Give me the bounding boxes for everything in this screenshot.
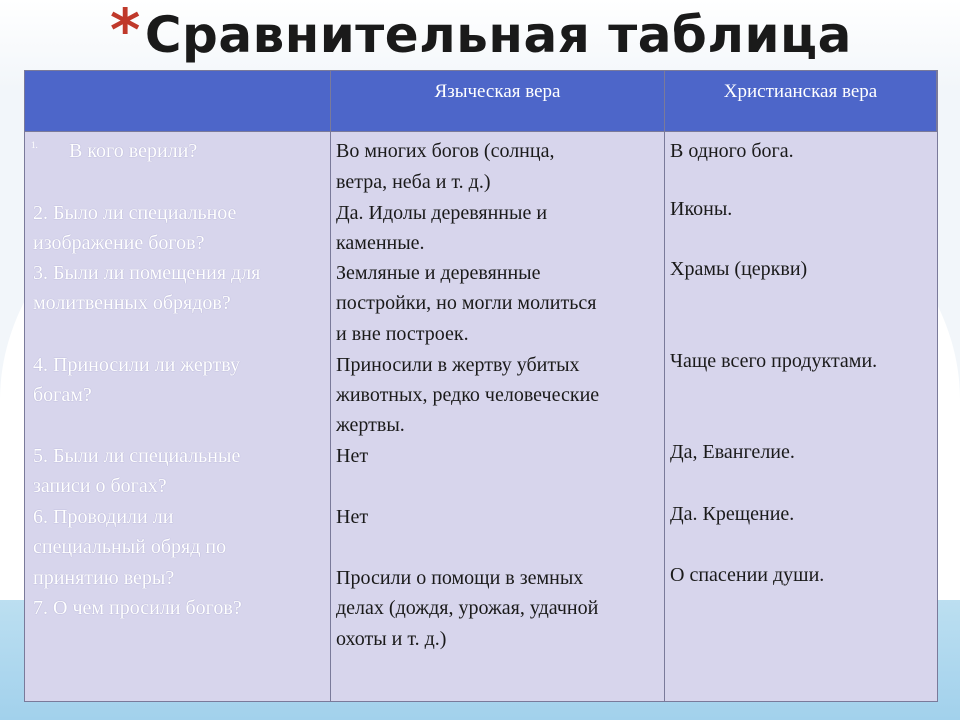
header-christian: Христианская вера bbox=[665, 71, 937, 131]
question-line: 2. Было ли специальное bbox=[33, 202, 237, 224]
pagan-answer-line: Нет bbox=[336, 506, 369, 528]
question-line: записи о богах? bbox=[33, 475, 167, 497]
pagan-answer-line: каменные. bbox=[336, 232, 425, 254]
pagan-answer-line: животных, редко человеческие bbox=[336, 384, 600, 406]
comparison-table bbox=[24, 70, 938, 702]
question-1-number: 1. bbox=[31, 140, 38, 150]
pagan-answer-line: охоты и т. д.) bbox=[336, 628, 447, 650]
question-line: изображение богов? bbox=[33, 232, 205, 254]
question-line: 7. О чем просили богов? bbox=[33, 597, 242, 619]
header-empty bbox=[25, 71, 331, 131]
christian-answers-cell bbox=[665, 131, 937, 701]
christian-answer-line: Да. Крещение. bbox=[670, 503, 795, 525]
questions-cell bbox=[25, 131, 331, 701]
pagan-answers-cell bbox=[331, 131, 665, 701]
pagan-answer-line: Просили о помощи в земных bbox=[336, 567, 584, 589]
pagan-answer-line: жертвы. bbox=[336, 414, 405, 436]
question-line: 3. Были ли помещения для bbox=[33, 262, 261, 284]
pagan-answer-line: Приносили в жертву убитых bbox=[336, 354, 580, 376]
pagan-answer-line: Да. Идолы деревянные и bbox=[336, 202, 548, 224]
question-line: 4. Приносили ли жертву bbox=[33, 354, 240, 376]
question-line: специальный обряд по bbox=[33, 536, 227, 558]
christian-answer-line: Да, Евангелие. bbox=[670, 441, 795, 463]
pagan-answer-line: делах (дождя, урожая, удачной bbox=[336, 597, 599, 619]
pagan-answer-line: ветра, неба и т. д.) bbox=[336, 171, 491, 193]
question-line: молитвенных обрядов? bbox=[33, 292, 231, 314]
pagan-answer-line: и вне построек. bbox=[336, 323, 469, 345]
pagan-answer-line: постройки, но могли молиться bbox=[336, 292, 597, 314]
christian-answer-line: В одного бога. bbox=[670, 140, 794, 162]
pagan-answer-line: Земляные и деревянные bbox=[336, 262, 541, 284]
pagan-answer-line: Во многих богов (солнца, bbox=[336, 140, 555, 162]
pagan-answer-line: Нет bbox=[336, 445, 369, 467]
christian-answer-line: Иконы. bbox=[670, 198, 733, 220]
christian-answer-line: Храмы (церкви) bbox=[670, 258, 808, 280]
question-line: 6. Проводили ли bbox=[33, 506, 174, 528]
question-line: принятию веры? bbox=[33, 567, 175, 589]
title-bullet: * bbox=[110, 0, 141, 64]
question-line: В кого верили? bbox=[69, 140, 198, 162]
question-line: богам? bbox=[33, 384, 92, 406]
christian-answer-line: Чаще всего продуктами. bbox=[670, 350, 878, 372]
header-pagan: Языческая вера bbox=[331, 71, 665, 131]
title-text: Сравнительная таблица bbox=[144, 6, 852, 64]
page-title bbox=[110, 2, 852, 74]
christian-answer-line: О спасении души. bbox=[670, 564, 825, 586]
question-line: 5. Были ли специальные bbox=[33, 445, 241, 467]
